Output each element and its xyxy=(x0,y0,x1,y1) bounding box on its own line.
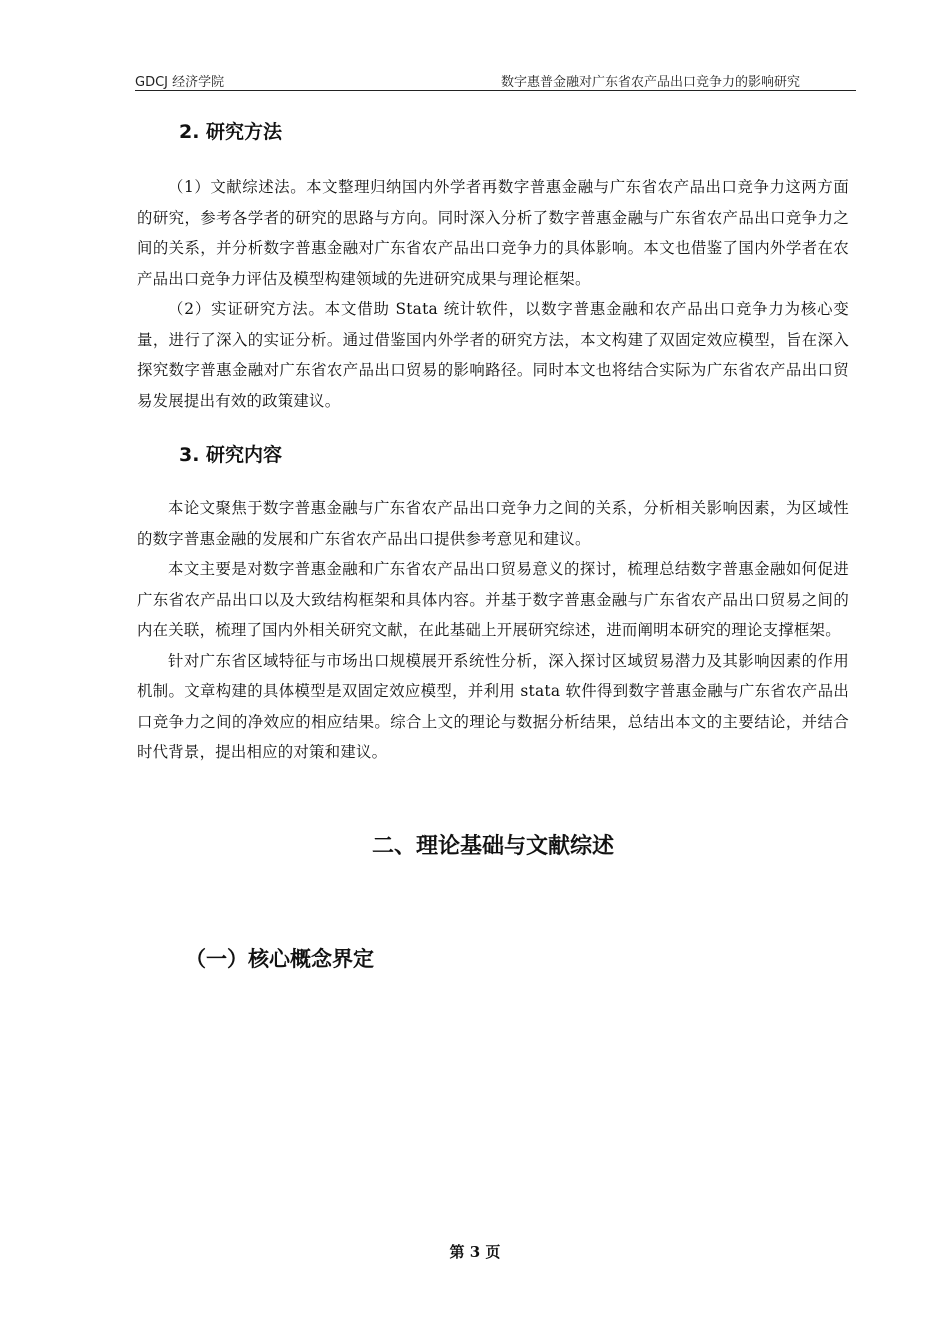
paragraph-content-3: 针对广东省区域特征与市场出口规模展开系统性分析，深入探讨区域贸易潜力及其影响因素的作用机制。文章构建的具体模型是双固定效应模型，并利用 stata 软件得到数字普惠金融与广东省农产品出口竞争力之间的净效应的相应结果。综合上文的理论与数据分析结果，总结出本文的主要结论，并结合时代背景，提出相应的对策和建议。 xyxy=(137,651,849,761)
header-thesis-title: 数字惠普金融对广东省农产品出口竞争力的影响研究 xyxy=(500,75,800,90)
paragraph-empirical-method: （2）实证研究方法。本文借助 Stata 统计软件，以数字普惠金融和农产品出口竞争力为核心变量，进行了深入的实证分析。通过借鉴国内外学者的研究方法，本文构建了双固定效应模型，旨在深入探究数字普惠金融对广东省农产品出口贸易的影响路径。同时本文也将结合实际为广东省农产品出口贸易发展提出有效的政策建议。 xyxy=(137,300,849,410)
page-header xyxy=(135,68,856,91)
page-body xyxy=(137,118,849,974)
paragraph-literature-method: （1）文献综述法。本文整理归纳国内外学者再数字普惠金融与广东省农产品出口竞争力这两方面的研究，参考各学者的研究的思路与方向。同时深入分析了数字普惠金融与广东省农产品出口竞争力之间的关系，并分析数字普惠金融对广东省农产品出口竞争力的具体影响。本文也借鉴了国内外学者在农产品出口竞争力评估及模型构建领域的先进研究成果与理论框架。 xyxy=(137,178,849,288)
subsection-title: （一）核心概念界定 xyxy=(185,946,374,971)
section-title-methods: 2. 研究方法 xyxy=(179,121,283,143)
paragraph-content-2: 本文主要是对数字普惠金融和广东省农产品出口贸易意义的探讨，梳理总结数字普惠金融如何促进广东省农产品出口以及大致结构框架和具体内容。并基于数字普惠金融与广东省农产品出口贸易之间的内在关联，梳理了国内外相关研究文献，在此基础上开展研究综述，进而阐明本研究的理论支撑框架。 xyxy=(137,560,849,639)
section-title-content: 3. 研究内容 xyxy=(179,444,283,466)
header-school: GDCJ 经济学院 xyxy=(135,75,225,90)
chapter-title: 二、理论基础与文献综述 xyxy=(371,833,614,859)
paragraph-content-1: 本论文聚焦于数字普惠金融与广东省农产品出口竞争力之间的关系，分析相关影响因素，为区域性的数字普惠金融的发展和广东省农产品出口提供参考意见和建议。 xyxy=(137,499,849,548)
page-number: 第 3 页 xyxy=(449,1243,501,1261)
